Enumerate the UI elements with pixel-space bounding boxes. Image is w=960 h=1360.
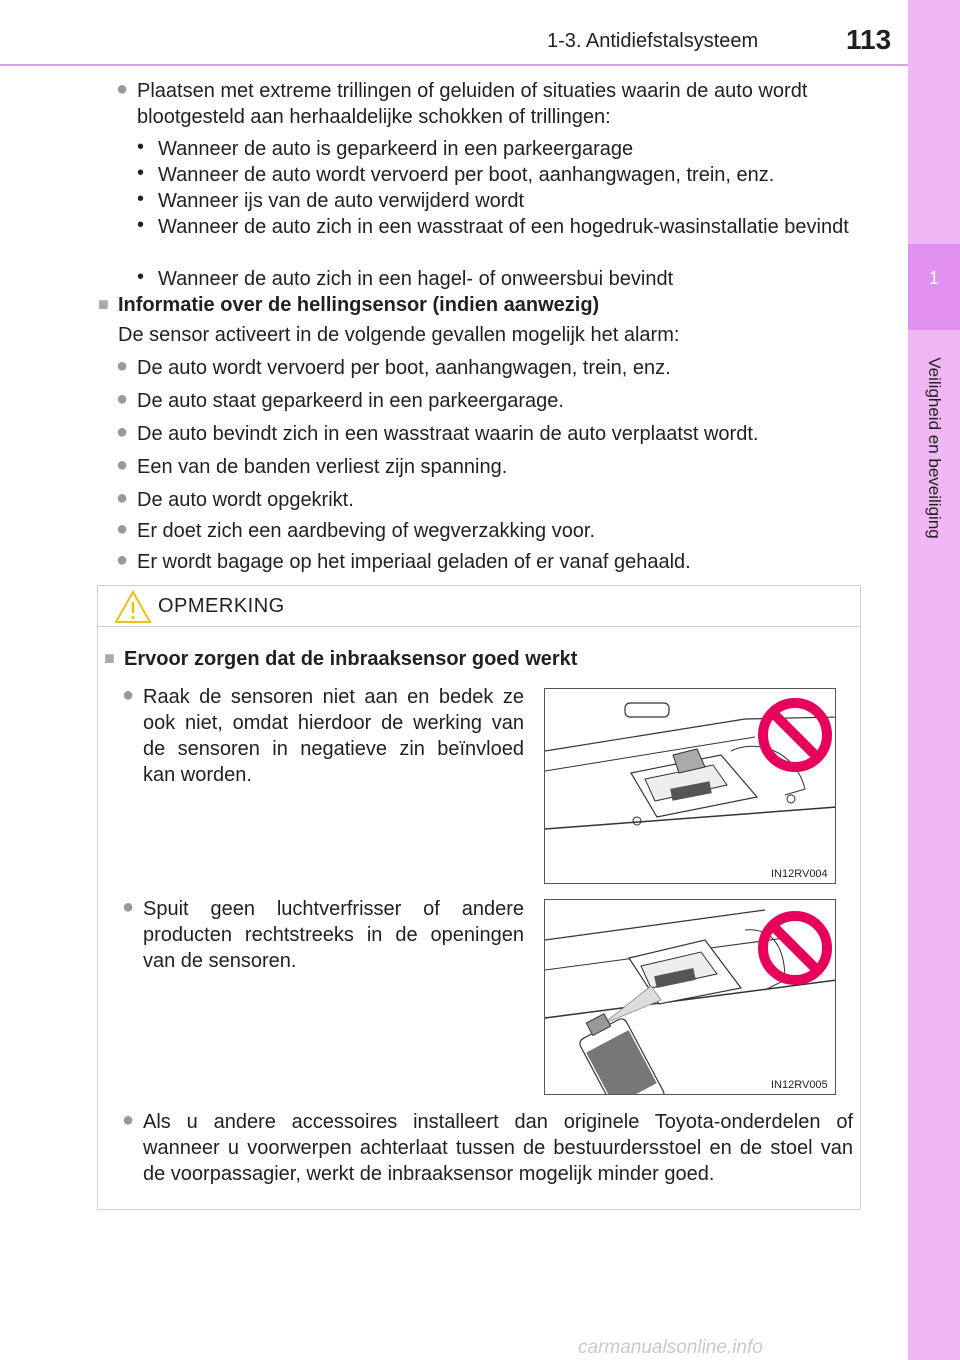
- page-number: 113: [846, 24, 892, 55]
- tilt-item: Er doet zich een aardbeving of wegverzakking voor.: [137, 520, 596, 542]
- notice-heading: Ervoor zorgen dat de inbraaksensor goed werkt: [124, 648, 578, 670]
- bullet-circle-icon: ●: [116, 487, 129, 509]
- prohibited-icon: [757, 910, 833, 986]
- square-bullet-icon: ■: [98, 294, 109, 314]
- bullet-circle-icon: ●: [116, 78, 129, 100]
- bullet-circle-icon: ●: [116, 518, 129, 540]
- notice-title: OPMERKING: [158, 595, 285, 617]
- tilt-item: De auto bevindt zich in een wasstraat waarin de auto verplaatst wordt.: [137, 423, 759, 445]
- bullet-circle-icon: ●: [122, 684, 135, 706]
- bullet-circle-icon: ●: [116, 549, 129, 571]
- tilt-text: De sensor activeert in de volgende gevallen mogelijk het alarm:: [118, 324, 680, 346]
- square-bullet-icon: ■: [104, 648, 115, 668]
- intro-subitem: Wanneer de auto wordt vervoerd per boot, aanhangwagen, trein, enz.: [158, 164, 775, 186]
- side-tab: [908, 0, 960, 1360]
- tilt-item: Een van de banden verliest zijn spanning.: [137, 456, 508, 478]
- notice-item: Raak de sensoren niet aan en bedek ze ook niet, omdat hierdoor de werking van de sensoren in negatieve zin beïnvloed kan worden.: [143, 686, 524, 786]
- intro-subitem: Wanneer de auto zich in een hagel- of onweersbui bevindt: [158, 268, 674, 290]
- tilt-heading: Informatie over de hellingsensor (indien aanwezig): [118, 294, 600, 316]
- watermark-text: carmanualsonline.info: [578, 1337, 763, 1358]
- header-divider: [0, 64, 908, 66]
- bullet-icon: •: [137, 266, 145, 288]
- illustration-sensor-cover: [544, 688, 836, 884]
- tilt-item: De auto staat geparkeerd in een parkeergarage.: [137, 390, 564, 412]
- notice-item: Spuit geen luchtverfrisser of andere producten rechtstreeks in de openingen van de sensoren.: [143, 898, 524, 972]
- intro-subitem: Wanneer ijs van de auto verwijderd wordt: [158, 190, 525, 212]
- bullet-icon: •: [137, 162, 145, 184]
- intro-subitem: Wanneer de auto zich in een wasstraat of een hogedruk-wasinstallatie bevindt: [158, 216, 849, 238]
- bullet-circle-icon: ●: [116, 454, 129, 476]
- bullet-circle-icon: ●: [122, 1109, 135, 1131]
- bullet-circle-icon: ●: [122, 896, 135, 918]
- tilt-item: De auto wordt vervoerd per boot, aanhangwagen, trein, enz.: [137, 357, 671, 379]
- notice-divider: [98, 626, 860, 627]
- bullet-icon: •: [137, 188, 145, 210]
- illustration-code: IN12RV004: [771, 868, 828, 880]
- bullet-circle-icon: ●: [116, 388, 129, 410]
- bullet-icon: •: [137, 214, 145, 236]
- intro-item: Plaatsen met extreme trillingen of geluiden of situaties waarin de auto wordt blootgesteld aan herhaaldelijke schokken of trillingen:: [137, 80, 808, 128]
- bullet-icon: •: [137, 136, 145, 158]
- chapter-label: Veiligheid en beveiliging: [925, 357, 944, 539]
- warning-icon: [114, 590, 152, 624]
- section-title: 1-3. Antidiefstalsysteem: [547, 30, 759, 52]
- illustration-code: IN12RV005: [771, 1079, 828, 1091]
- notice-item: Als u andere accessoires installeert dan originele Toyota-onderdelen of wanneer u voorwerpen achterlaat tussen de bestuurdersstoel en de stoel van de voorpassagier, werkt de inbraaksensor mogelijk minder goed.: [143, 1111, 853, 1185]
- bullet-circle-icon: ●: [116, 421, 129, 443]
- tilt-item: De auto wordt opgekrikt.: [137, 489, 354, 511]
- intro-subitem: Wanneer de auto is geparkeerd in een parkeergarage: [158, 138, 634, 160]
- prohibited-icon: [757, 697, 833, 773]
- chapter-number: 1: [928, 268, 939, 288]
- bullet-circle-icon: ●: [116, 355, 129, 377]
- tilt-item: Er wordt bagage op het imperiaal geladen of er vanaf gehaald.: [137, 551, 691, 573]
- illustration-air-freshener: [544, 899, 836, 1095]
